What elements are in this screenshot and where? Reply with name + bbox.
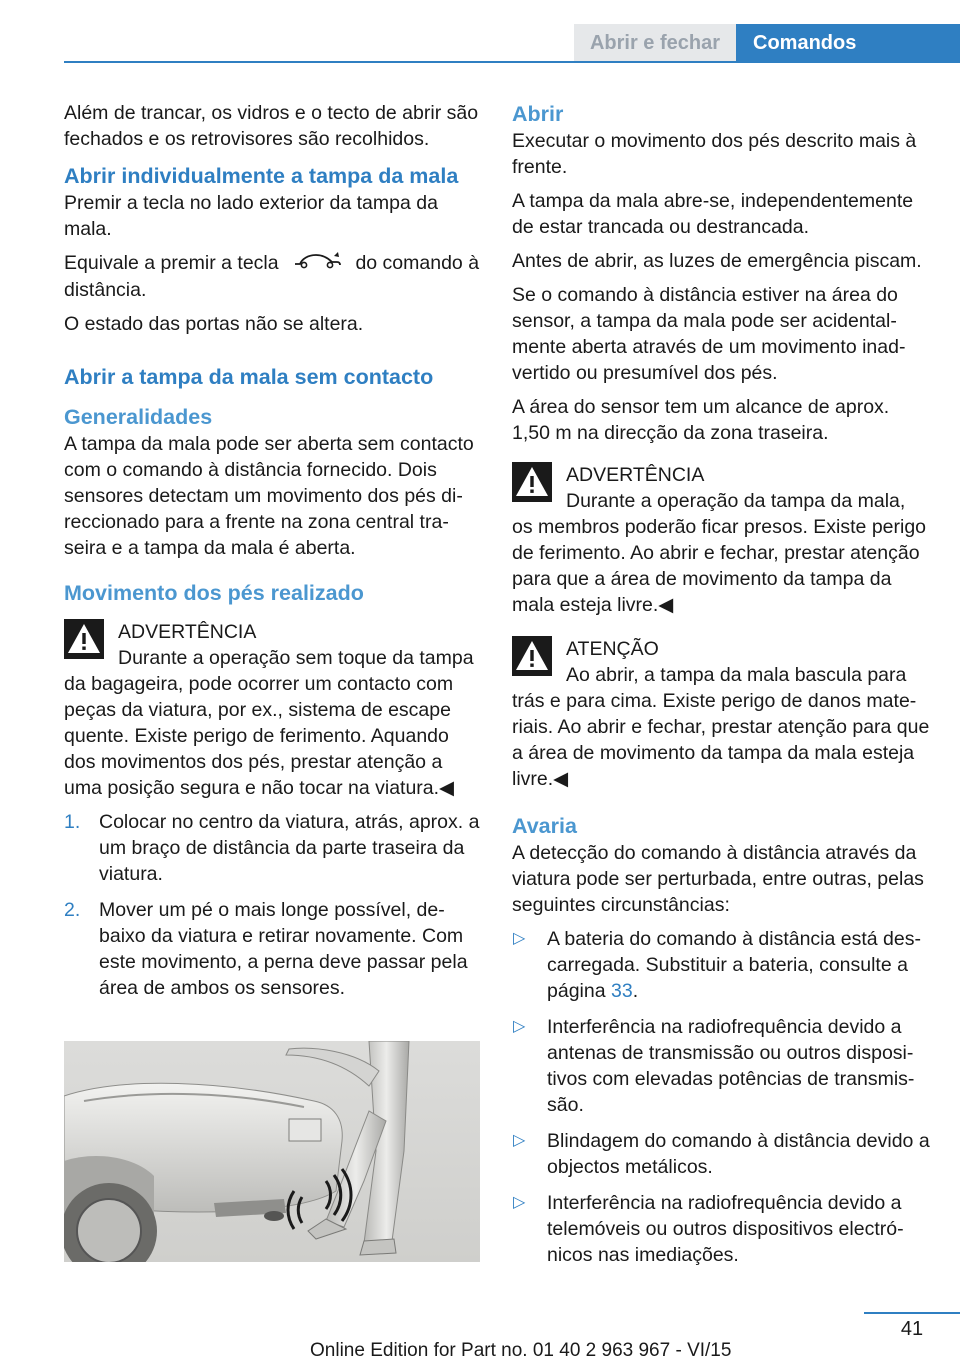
list-item <box>512 1190 930 1268</box>
fault-paragraph: A detecção do comando à distância através da viatura pode ser perturbada, entre outras, pelas seguintes circunstâncias: <box>512 842 924 916</box>
bullet-text: A bateria do comando à distância está descarregada. Substituir a bateria, consulte a página <box>547 928 921 1002</box>
list-item <box>512 926 930 1004</box>
left-column <box>64 100 482 1011</box>
bullet-tail: . <box>632 980 639 1002</box>
step-text: Mover um pé o mais longe possível, debaixo da viatura e retirar novamente. Com este movimento, a perna deve passar pela área de ambos os sensores. <box>99 899 468 1000</box>
caution-text: Ao abrir, a tampa da mala bascula para trás e para cima. Existe perigo de danos materiais. Ao abrir e fechar, prestar atenção para que a área de movimento da tampa da mala esteja livre.◀ <box>512 664 930 790</box>
page-link[interactable]: 33 <box>610 980 633 1002</box>
list-item <box>64 809 482 887</box>
list-item <box>512 1014 930 1118</box>
heading-contactless: Abrir a tampa da mala sem contacto <box>64 365 434 390</box>
step-list <box>64 809 482 1001</box>
list-item <box>64 897 482 1001</box>
page-header <box>0 0 960 62</box>
illustration-foot-gesture <box>64 1041 480 1262</box>
fault-list <box>512 926 930 1268</box>
step-number: 1. <box>64 811 81 834</box>
bullet-triangle-icon: ▷ <box>513 1194 526 1211</box>
warning-text: Durante a operação sem toque da tampa da bagageira, pode ocorrer um contacto com peças da viatura, por ex., sistema de escape quente. Existe perigo de ferimento. Aquando dos movimentos dos pés, prestar atenção a uma posição segura e não tocar na viatura.◀ <box>64 647 474 800</box>
bullet-triangle-icon: ▷ <box>513 930 526 947</box>
bullet-triangle-icon: ▷ <box>513 1132 526 1149</box>
footer-rule <box>864 1312 960 1314</box>
step-number: 2. <box>64 899 81 922</box>
state-paragraph: O estado das portas não se altera. <box>64 313 364 336</box>
warning-title: ADVERTÊNCIA <box>118 621 257 644</box>
bullet-text: Interferência na radiofrequência devido a antenas de transmissão ou outros dispositivos com elevadas potências de transmissão. <box>547 1016 915 1116</box>
warning-title: ADVERTÊNCIA <box>566 464 705 486</box>
section-tab: Abrir e fechar <box>574 24 736 62</box>
heading-open: Abrir <box>512 102 564 126</box>
car-key-trunk-icon <box>292 250 342 277</box>
warning-text: Durante a operação da tampa da mala, os membros poderão ficar presos. Existe perigo de ferimento. Ao abrir e fechar, prestar atenção para que a área de movimento da tampa da mala esteja livre.◀ <box>512 490 927 616</box>
general-paragraph: A tampa da mala pode ser aberta sem contacto com o comando à distância fornecido. Dois sensores detectam um movimento dos pés direccionado para a frente na zona central traseira e a tampa da mala é aberta. <box>64 433 474 560</box>
step-text: Colocar no centro da viatura, atrás, aprox. a um braço de distância da parte traseira da viatura. <box>99 811 480 886</box>
heading-general: Generalidades <box>64 405 213 430</box>
open-p2: A tampa da mala abre-se, independentemente de estar trancada ou destrancada. <box>512 190 914 238</box>
header-rule <box>64 61 960 63</box>
equiv-paragraph <box>64 250 482 303</box>
heading-movement: Movimento dos pés realizado <box>64 581 364 606</box>
heading-individual: Abrir individualmente a tampa da mala <box>64 164 459 188</box>
warning-triangle-icon <box>512 462 552 502</box>
page-number: 41 <box>900 1318 924 1340</box>
warning-triangle-icon <box>64 619 104 659</box>
open-p1: Executar o movimento dos pés descrito mais à frente. <box>512 130 917 178</box>
warning-triangle-icon <box>512 636 552 676</box>
caution-title: ATENÇÃO <box>566 638 659 660</box>
equiv-after: do comando à distância. <box>64 252 480 302</box>
bullet-triangle-icon: ▷ <box>513 1018 526 1035</box>
caution-box <box>512 634 930 792</box>
warning-box-right <box>512 460 930 618</box>
chapter-tab: Comandos <box>736 24 960 62</box>
open-p3: Antes de abrir, as luzes de emergência piscam. <box>512 250 922 272</box>
open-p5: A área do sensor tem um alcance de aprox. 1,50 m na direcção da zona traseira. <box>512 396 890 444</box>
intro-paragraph: Além de trancar, os vidros e o tecto de abrir são fechados e os retrovisores são recolhidos. <box>64 102 479 150</box>
bullet-text: Interferência na radiofrequência devido a telemóveis ou outros dispositivos electrónicos nas imediações. <box>547 1192 904 1266</box>
heading-fault: Avaria <box>512 814 577 838</box>
equiv-before: Equivale a premir a tecla <box>64 252 279 274</box>
list-item <box>512 1128 930 1180</box>
open-p4: Se o comando à distância estiver na área do sensor, a tampa da mala pode ser acidentalmente aberta através de um movimento inadvertido ou presumível dos pés. <box>512 284 906 384</box>
right-column <box>512 100 930 1278</box>
press-paragraph: Premir a tecla no lado exterior da tampa da mala. <box>64 192 438 240</box>
bullet-text: Blindagem do comando à distância devido a objectos metálicos. <box>547 1130 930 1178</box>
warning-box-left <box>64 617 482 801</box>
edition-note: Online Edition for Part no. 01 40 2 963 967 - VI/15 <box>310 1340 732 1361</box>
